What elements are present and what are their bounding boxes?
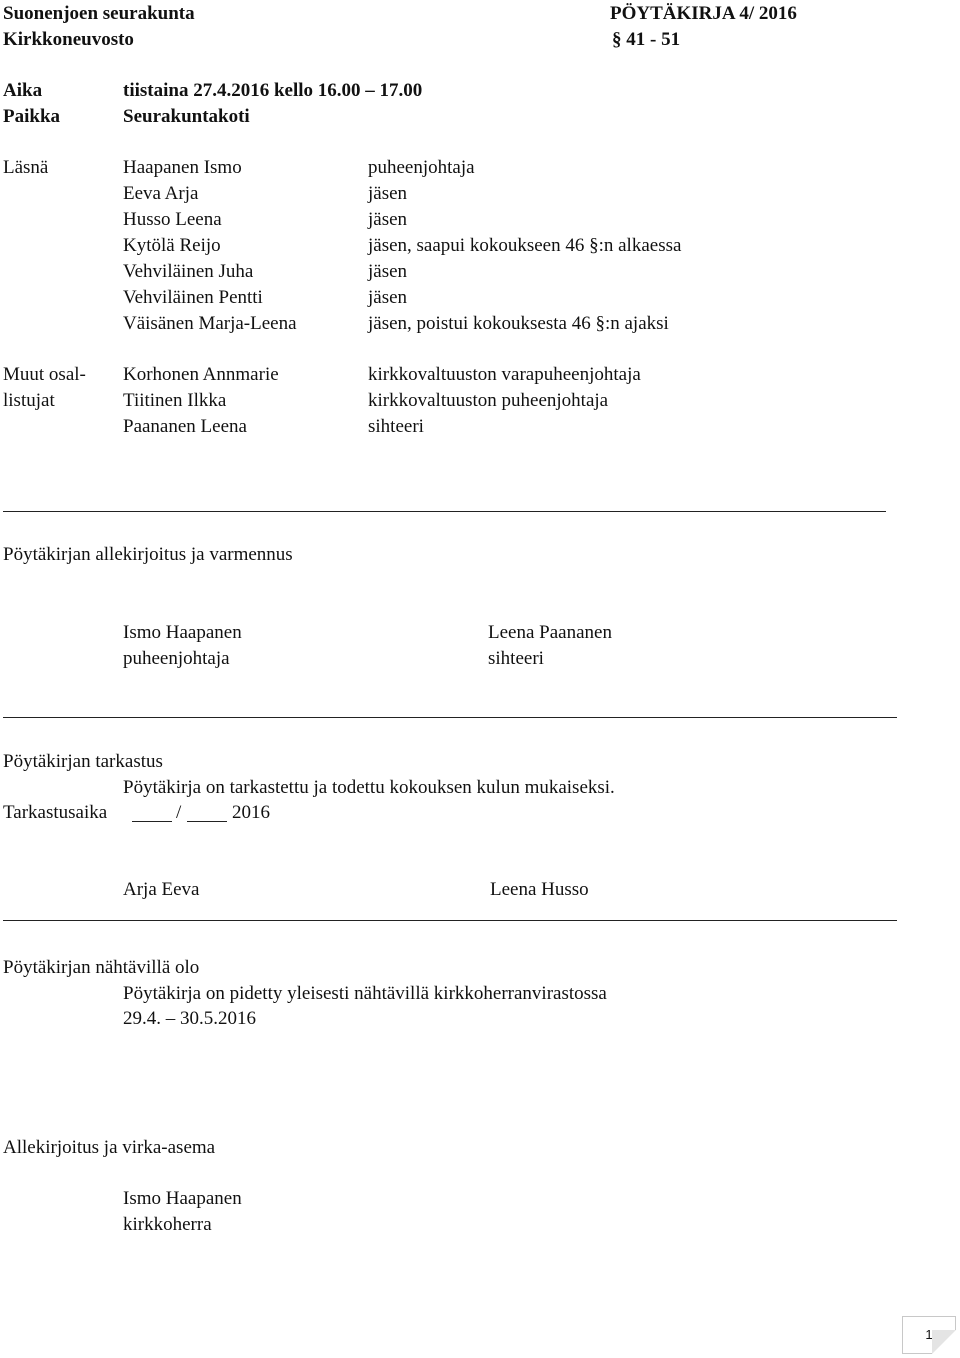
signatory-title: kirkkoherra	[123, 1214, 212, 1235]
review-time-label: Tarkastusaika	[3, 802, 108, 823]
member-name: Vehviläinen Juha	[123, 261, 254, 282]
page-curl-icon	[932, 1330, 956, 1354]
signatory-name: Ismo Haapanen	[123, 1188, 242, 1209]
time-label: Aika	[3, 80, 43, 101]
signature-heading: Allekirjoitus ja virka-asema	[3, 1137, 216, 1158]
others-label: Muut osal-	[3, 364, 86, 385]
member-role: jäsen, saapui kokoukseen 46 §:n alkaessa	[368, 235, 682, 256]
parish-name: Suonenjoen seurakunta	[3, 3, 195, 24]
review-year: 2016	[232, 802, 270, 823]
participant-name: Tiitinen Ilkka	[123, 390, 227, 411]
date-separator: /	[176, 802, 182, 823]
signer-name: Leena Paananen	[488, 622, 612, 643]
section-range: § 41 - 51	[612, 29, 681, 50]
divider	[3, 920, 897, 921]
time-value: tiistaina 27.4.2016 kello 16.00 – 17.00	[123, 80, 423, 101]
member-role: jäsen	[368, 287, 408, 308]
member-role: jäsen	[368, 261, 408, 282]
governing-body: Kirkkoneuvosto	[3, 29, 134, 50]
present-label: Läsnä	[3, 157, 49, 178]
reviewer-name: Leena Husso	[490, 879, 589, 900]
place-value: Seurakuntakoti	[123, 106, 250, 127]
member-name: Haapanen Ismo	[123, 157, 242, 178]
participant-role: kirkkovaltuuston varapuheenjohtaja	[368, 364, 641, 385]
review-heading: Pöytäkirjan tarkastus	[3, 751, 163, 772]
member-name: Eeva Arja	[123, 183, 199, 204]
display-heading: Pöytäkirjan nähtävillä olo	[3, 957, 200, 978]
reviewer-name: Arja Eeva	[123, 879, 200, 900]
display-dates: 29.4. – 30.5.2016	[123, 1008, 256, 1029]
divider	[3, 717, 897, 718]
participant-role: sihteeri	[368, 416, 424, 437]
signer-role: sihteeri	[488, 648, 544, 669]
participant-name: Paananen Leena	[123, 416, 247, 437]
signing-heading: Pöytäkirjan allekirjoitus ja varmennus	[3, 544, 293, 565]
signer-role: puheenjohtaja	[123, 648, 230, 669]
page-number-box	[902, 1316, 956, 1354]
page-number: 1	[925, 1327, 933, 1342]
member-role: jäsen	[368, 183, 408, 204]
member-role: jäsen, poistui kokouksesta 46 §:n ajaksi	[368, 313, 669, 334]
review-month-blank	[187, 821, 227, 822]
others-label-cont: listujat	[3, 390, 55, 411]
member-name: Kytölä Reijo	[123, 235, 221, 256]
participant-name: Korhonen Annmarie	[123, 364, 279, 385]
member-name: Husso Leena	[123, 209, 222, 230]
divider	[3, 511, 886, 512]
review-statement: Pöytäkirja on tarkastettu ja todettu kokouksen kulun mukaiseksi.	[123, 777, 615, 798]
document-type: PÖYTÄKIRJA 4/ 2016	[610, 3, 797, 24]
member-name: Vehviläinen Pentti	[123, 287, 263, 308]
member-name: Väisänen Marja-Leena	[123, 313, 297, 334]
signer-name: Ismo Haapanen	[123, 622, 242, 643]
display-statement: Pöytäkirja on pidetty yleisesti nähtävillä kirkkoherranvirastossa	[123, 983, 607, 1004]
review-day-blank	[132, 821, 172, 822]
member-role: puheenjohtaja	[368, 157, 475, 178]
place-label: Paikka	[3, 106, 61, 127]
member-role: jäsen	[368, 209, 408, 230]
participant-role: kirkkovaltuuston puheenjohtaja	[368, 390, 609, 411]
